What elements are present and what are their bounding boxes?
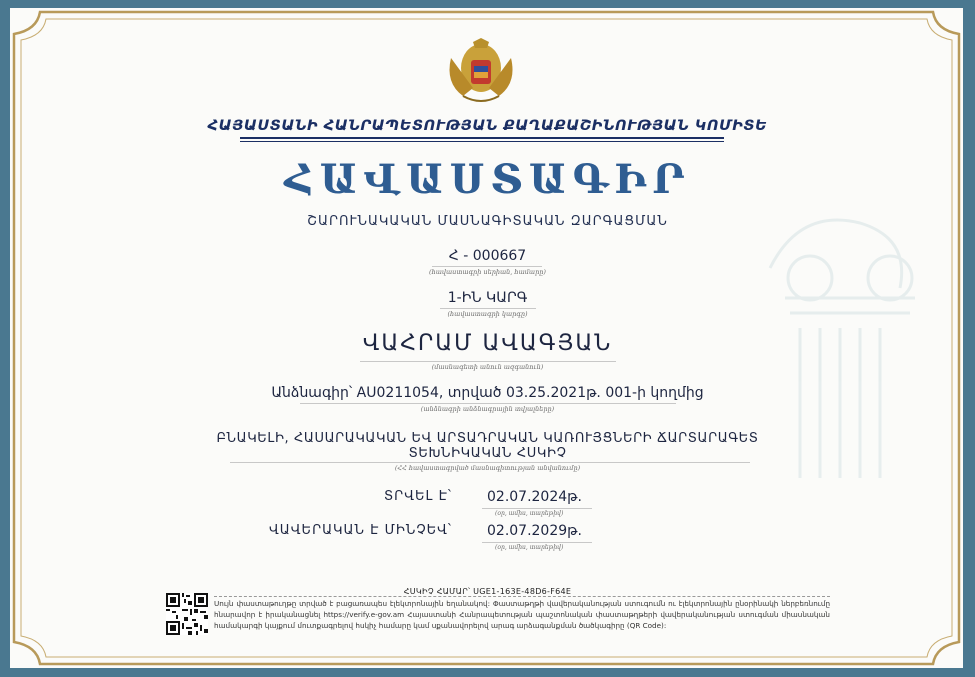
title-rule [240,137,724,139]
passport-underline [300,403,676,404]
holder-caption: (մասնագետի անուն ազգանուն) [431,363,544,371]
qualification-caption: (ՀՀ հավաստագրված մասնագիտության անվանումը) [394,464,581,472]
number-caption: (հավաստագրի սերիան, համարը) [429,268,546,276]
qr-code-icon[interactable] [166,593,208,635]
qualification-line-2: ՏԵԽՆԻԿԱԿԱՆ ՀՍԿԻՉ [408,446,567,461]
class-caption: (հավաստագրի կարգը) [447,310,528,318]
valid-caption: (օր, ամիս, տարեթիվ) [495,544,564,551]
coat-of-arms-icon [443,38,519,108]
document-title: ՀԱՎԱՍՏԱԳԻՐ [284,156,691,203]
qualification-line-1: ԲՆԱԿԵԼԻ, ՀԱՍԱՐԱԿԱԿԱՆ ԵՎ ԱՐՏԱԴՐԱԿԱՆ ԿԱՌՈՒՅՑՆԵՐԻ ՃԱՐՏԱՐԱԳԵՏ [216,431,759,446]
issued-underline [482,508,592,509]
title-rule-thin [240,141,724,142]
qualification-underline [230,462,750,463]
passport-caption: (անձնագրի անձնագրային տվյալները) [420,405,555,413]
document-subtitle: ՇԱՐՈՒՆԱԿԱԿԱՆ ՄԱՍՆԱԳԻՏԱԿԱՆ ԶԱՐԳԱՑՄԱՆ [307,214,668,229]
valid-until-label: ՎԱՎԵՐԱԿԱՆ Է ՄԻՆՉԵՎ՝ [269,523,452,538]
verification-code: ՀՍԿԻՉ ՀԱՄԱՐ՝ UGE1-163E-48D6-F64E [403,587,572,596]
passport-details: Անձնագիր՝ AU0211054, տրված 03.25.2021թ. 001-ի կողմից [271,385,704,401]
committee-name: ՀԱՅԱՍՏԱՆԻ ՀԱՆՐԱՊԵՏՈՒԹՅԱՆ ՔԱՂԱՔԱՇԻՆՈՒԹՅԱՆ ԿՈՄԻՏԵ [207,118,768,134]
certificate-number: Հ - 000667 [448,248,527,264]
issued-date: 02.07.2024թ. [487,489,582,505]
certificate-class: 1-ԻՆ ԿԱՐԳ [447,290,528,306]
valid-until-date: 02.07.2029թ. [487,523,582,539]
footer-notice: Սույն փաստաթուղթը տրված է բացառապես էլեկտրոնային եղանակով: Փաստաթղթի վավերականության ստուգումն ու էլեկտրոնային ընօրինակի ներբեռնումը հնարավոր է իրականացնել https://verify.e-gov.am Հայաստանի Հանրապետության պաշտոնական փաստաթղթերի վավերականության ստուգման միասնական համակարգի կայքում մուտքագրելով հսկիչ համարը կամ սքանավորելով արագ արձագանքման ծածկագիրը (QR Code): [214,599,830,630]
holder-name: ՎԱՀՐԱՄ ԱՎԱԳՅԱՆ [362,331,613,356]
issued-label: ՏՐՎԵԼ Է՝ [384,489,452,504]
valid-underline [482,542,592,543]
number-underline [432,266,542,267]
class-underline [440,308,536,309]
name-underline [360,361,616,362]
issued-caption: (օր, ամիս, տարեթիվ) [495,510,564,517]
footer-rule [214,596,830,597]
